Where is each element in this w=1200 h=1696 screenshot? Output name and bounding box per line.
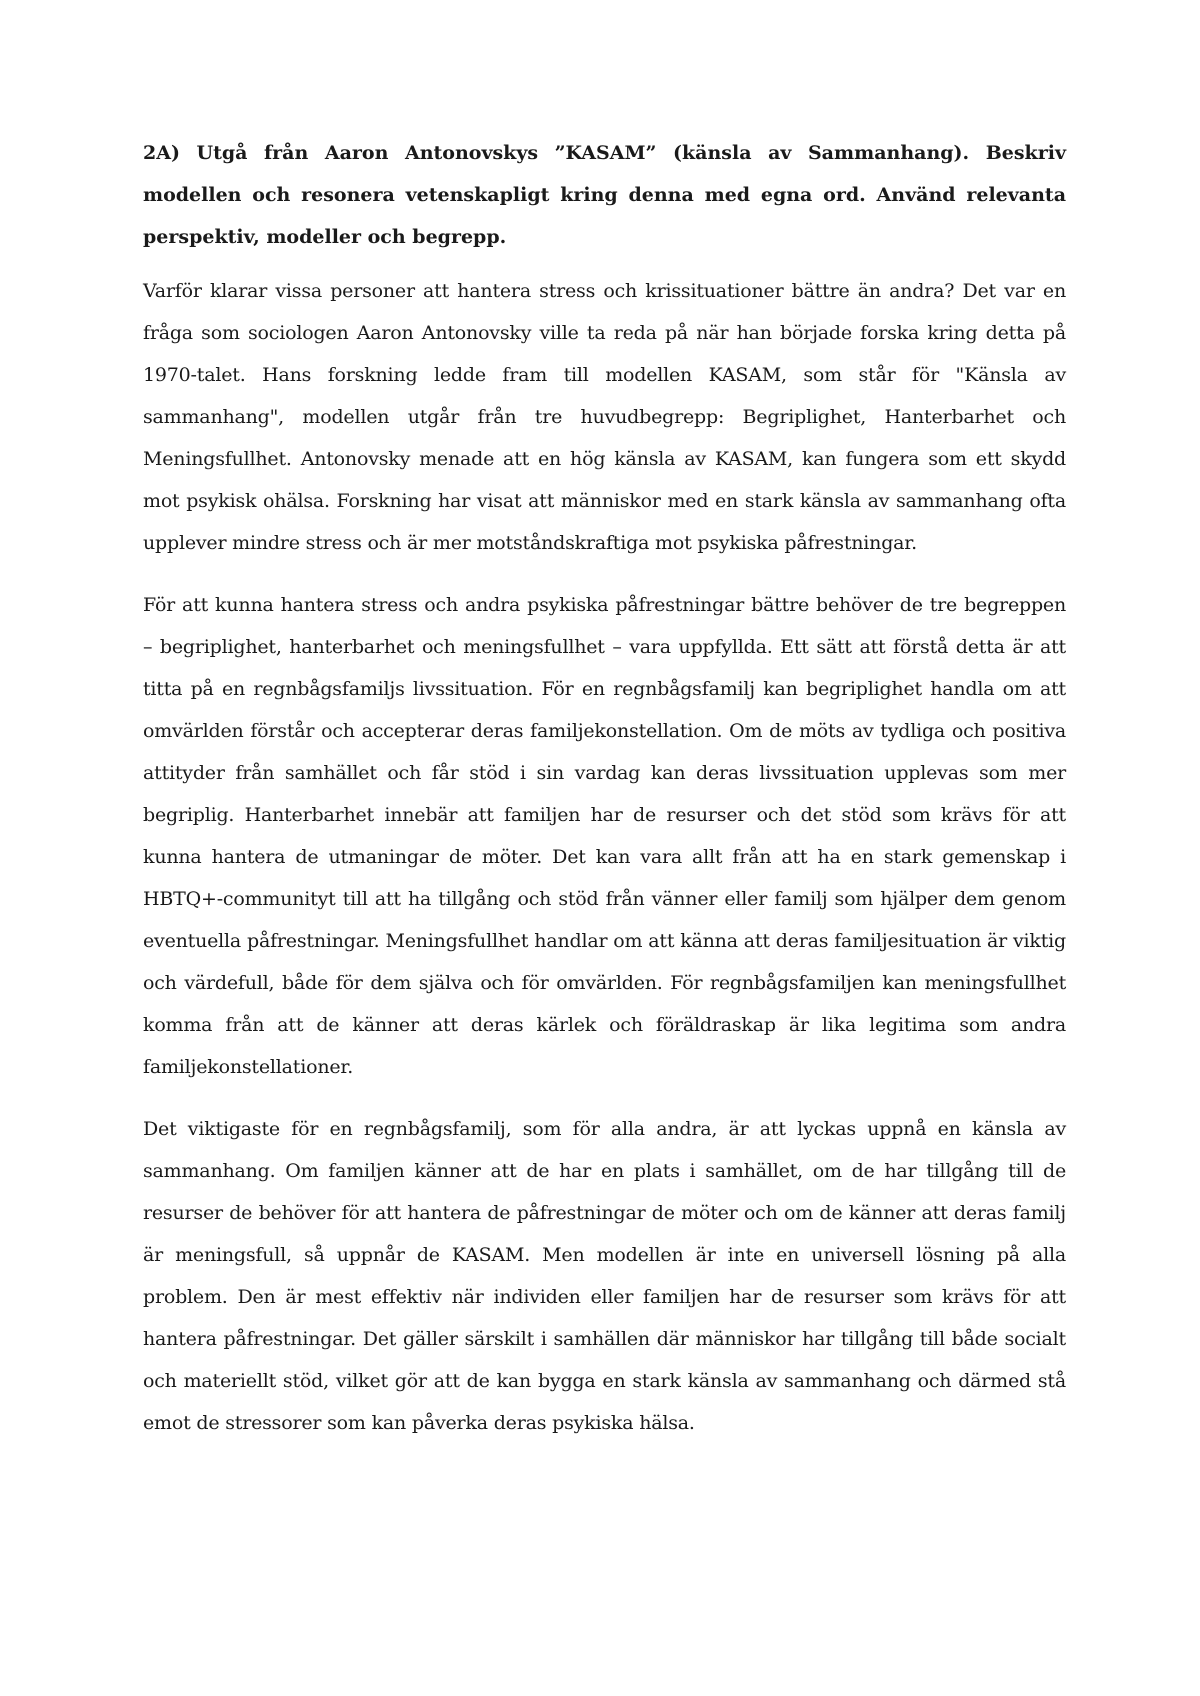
question-heading: 2A) Utgå från Aaron Antonovskys ”KASAM” (känsla av Sammanhang). Beskriv modellen och resonera vetenskapligt kring denna med egna ord. Använd relevanta perspektiv, modeller och begrepp.	[143, 142, 1066, 248]
body-paragraph-2: För att kunna hantera stress och andra psykiska påfrestningar bättre behöver de tre begreppen – begriplighet, hanterbarhet och meningsfullhet – vara uppfyllda. Ett sätt att förstå detta är att titta på en regnbågsfamiljs livssituation. För en regnbågsfamilj kan begriplighet handla om att omvärlden förstår och accepterar deras familjekonstellation. Om de möts av tydliga och positiva attityder från samhället och får stöd i sin vardag kan deras livssituation upplevas som mer begriplig. Hanterbarhet innebär att familjen har de resurser och det stöd som krävs för att kunna hantera de utmaningar de möter. Det kan vara allt från att ha en stark gemenskap i HBTQ+-communityt till att ha tillgång och stöd från vänner eller familj som hjälper dem genom eventuella påfrestningar. Meningsfullhet handlar om att känna att deras familjesituation är viktig och värdefull, både för dem själva och för omvärlden. För regnbågsfamiljen kan meningsfullhet komma från att de känner att deras kärlek och föräldraskap är lika legitima som andra familjekonstellationer.	[143, 594, 1066, 1078]
body-paragraph-3: Det viktigaste för en regnbågsfamilj, som för alla andra, är att lyckas uppnå en känsla av sammanhang. Om familjen känner att de har en plats i samhället, om de har tillgång till de resurser de behöver för att hantera de påfrestningar de möter och om de känner att deras familj är meningsfull, så uppnår de KASAM. Men modellen är inte en universell lösning på alla problem. Den är mest effektiv när individen eller familjen har de resurser som krävs för att hantera påfrestningar. Det gäller särskilt i samhällen där människor har tillgång till både socialt och materiellt stöd, vilket gör att de kan bygga en stark känsla av sammanhang och därmed stå emot de stressorer som kan påverka deras psykiska hälsa.	[143, 1118, 1066, 1434]
document-page	[143, 132, 1066, 1464]
body-paragraph-1: Varför klarar vissa personer att hantera stress och krissituationer bättre än andra? Det var en fråga som sociologen Aaron Antonovsky ville ta reda på när han började forska kring detta på 1970-talet. Hans forskning ledde fram till modellen KASAM, som står för "Känsla av sammanhang", modellen utgår från tre huvudbegrepp: Begriplighet, Hanterbarhet och Meningsfullhet. Antonovsky menade att en hög känsla av KASAM, kan fungera som ett skydd mot psykisk ohälsa. Forskning har visat att människor med en stark känsla av sammanhang ofta upplever mindre stress och är mer motståndskraftiga mot psykiska påfrestningar.	[143, 280, 1066, 554]
